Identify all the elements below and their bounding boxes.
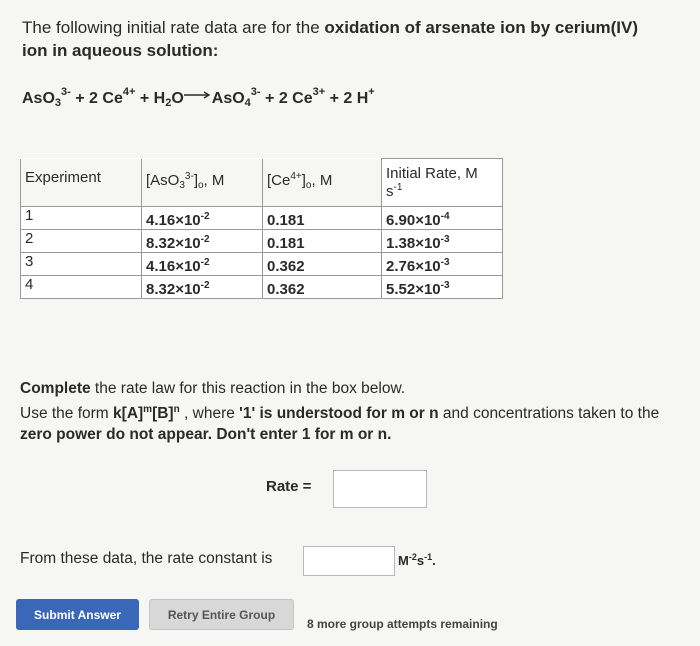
rate-data-table <box>20 158 503 299</box>
hdr-text: s <box>386 183 394 200</box>
intro-text: The following initial rate data are for the <box>22 18 325 37</box>
cell-cerium: 0.181 <box>263 207 382 230</box>
eq-water-o: O <box>171 90 184 107</box>
instr-complete: Complete <box>20 380 91 397</box>
cell-cerium: 0.181 <box>263 230 382 253</box>
instructions <box>20 378 680 445</box>
col-header-cerium-conc <box>263 159 382 207</box>
eq-sup: + <box>368 86 375 98</box>
cell-mantissa: 1.38×10 <box>386 235 441 252</box>
hdr-sub: o <box>305 179 312 191</box>
retry-entire-group-button[interactable]: Retry Entire Group <box>149 599 294 630</box>
cell-exponent: -3 <box>440 280 450 291</box>
instr-text: , where <box>179 405 240 422</box>
col-header-experiment: Experiment <box>21 159 142 207</box>
cell-exponent: -3 <box>440 257 450 268</box>
cell-arsenite <box>142 207 263 230</box>
instr-text: the rate law for this reaction in the box below. <box>90 380 406 397</box>
eq-water: + H <box>135 90 166 107</box>
cell-exponent: -2 <box>200 257 210 268</box>
instr-form-n: n <box>173 404 180 415</box>
cell-exponent: -2 <box>200 280 210 291</box>
intro-bold-solution: ion in aqueous solution: <box>22 41 219 60</box>
cell-experiment: 1 <box>21 207 142 230</box>
cell-mantissa: 2.76×10 <box>386 258 441 275</box>
hdr-text: , M <box>203 171 225 189</box>
col-header-arsenite-conc <box>142 159 263 207</box>
cell-mantissa: 4.16×10 <box>146 258 201 275</box>
table-row <box>21 276 503 299</box>
instr-form-m: m <box>143 404 153 415</box>
hdr-text: , M <box>311 171 333 189</box>
cell-mantissa: 8.32×10 <box>146 281 201 298</box>
cell-rate <box>382 253 503 276</box>
hdr-sup: -1 <box>393 182 403 193</box>
instr-text: and concentrations taken to the <box>438 405 660 422</box>
eq-arsenite: AsO <box>22 90 55 107</box>
cell-arsenite <box>142 276 263 299</box>
attempts-remaining-text: 8 more group attempts remaining <box>307 617 498 631</box>
cell-arsenite <box>142 253 263 276</box>
hdr-text: ] <box>301 171 306 189</box>
unit-m: M <box>398 553 409 568</box>
hdr-text: [Ce <box>267 171 291 189</box>
rate-law-input[interactable] <box>333 470 427 508</box>
hdr-text: Initial Rate, M <box>386 165 478 182</box>
cell-experiment: 4 <box>21 276 142 299</box>
eq-hydrogen: + 2 H <box>325 90 369 107</box>
unit-s-exp: -1 <box>424 552 433 562</box>
instr-form-b: [B] <box>152 405 174 422</box>
cell-mantissa: 4.16×10 <box>146 212 201 229</box>
eq-cerium-iv: + 2 Ce <box>70 90 123 107</box>
unit-period: . <box>432 553 436 568</box>
hdr-text: ] <box>193 171 198 189</box>
hdr-sub: 3 <box>179 179 185 191</box>
reaction-arrow-icon <box>184 91 212 99</box>
cell-exponent: -4 <box>440 211 450 222</box>
instr-zero-power: zero power do not appear. Don't enter 1 for m or n. <box>20 426 392 443</box>
table-row <box>21 207 503 230</box>
table-header-row <box>21 159 503 207</box>
cell-arsenite <box>142 230 263 253</box>
submit-answer-button[interactable]: Submit Answer <box>16 599 139 630</box>
eq-cerium-iii: + 2 Ce <box>260 90 313 107</box>
cell-exponent: -2 <box>200 211 210 222</box>
instr-understood: '1' is understood for m or n <box>239 405 439 422</box>
intro-bold-reaction: oxidation of arsenate ion by cerium(IV) <box>324 18 639 37</box>
eq-sup: 3+ <box>312 86 326 98</box>
eq-sup: 3- <box>61 86 71 98</box>
cell-rate <box>382 207 503 230</box>
table-row <box>21 253 503 276</box>
cell-cerium: 0.362 <box>263 276 382 299</box>
eq-sub: 4 <box>244 97 251 109</box>
hdr-sup: 3- <box>184 170 194 182</box>
table-row <box>21 230 503 253</box>
hdr-text: [AsO <box>146 171 180 189</box>
eq-sup: 4+ <box>122 86 136 98</box>
unit-m-exp: -2 <box>408 552 417 562</box>
rate-constant-units <box>398 552 436 568</box>
cell-mantissa: 8.32×10 <box>146 235 201 252</box>
instr-text: Use the form <box>20 405 114 422</box>
cell-rate <box>382 276 503 299</box>
cell-cerium: 0.362 <box>263 253 382 276</box>
rate-constant-label: From these data, the rate constant is <box>20 550 273 567</box>
eq-arsenate: AsO <box>211 90 245 107</box>
cell-exponent: -2 <box>200 234 210 245</box>
instr-form-k: k[A] <box>113 405 144 422</box>
cell-mantissa: 6.90×10 <box>386 212 441 229</box>
rate-constant-input[interactable] <box>303 546 395 576</box>
cell-experiment: 3 <box>21 253 142 276</box>
unit-s: s <box>416 553 425 568</box>
eq-sub: 3 <box>54 97 62 109</box>
eq-sub: 2 <box>165 97 172 109</box>
cell-mantissa: 5.52×10 <box>386 281 441 298</box>
rate-label: Rate = <box>266 478 312 495</box>
hdr-sub: o <box>197 179 204 191</box>
reaction-equation <box>22 86 375 109</box>
eq-sup: 3- <box>250 86 261 98</box>
question-intro <box>22 16 692 62</box>
cell-exponent: -3 <box>440 234 450 245</box>
col-header-initial-rate <box>382 159 503 207</box>
cell-rate <box>382 230 503 253</box>
hdr-sup: 4+ <box>290 170 302 182</box>
cell-experiment: 2 <box>21 230 142 253</box>
